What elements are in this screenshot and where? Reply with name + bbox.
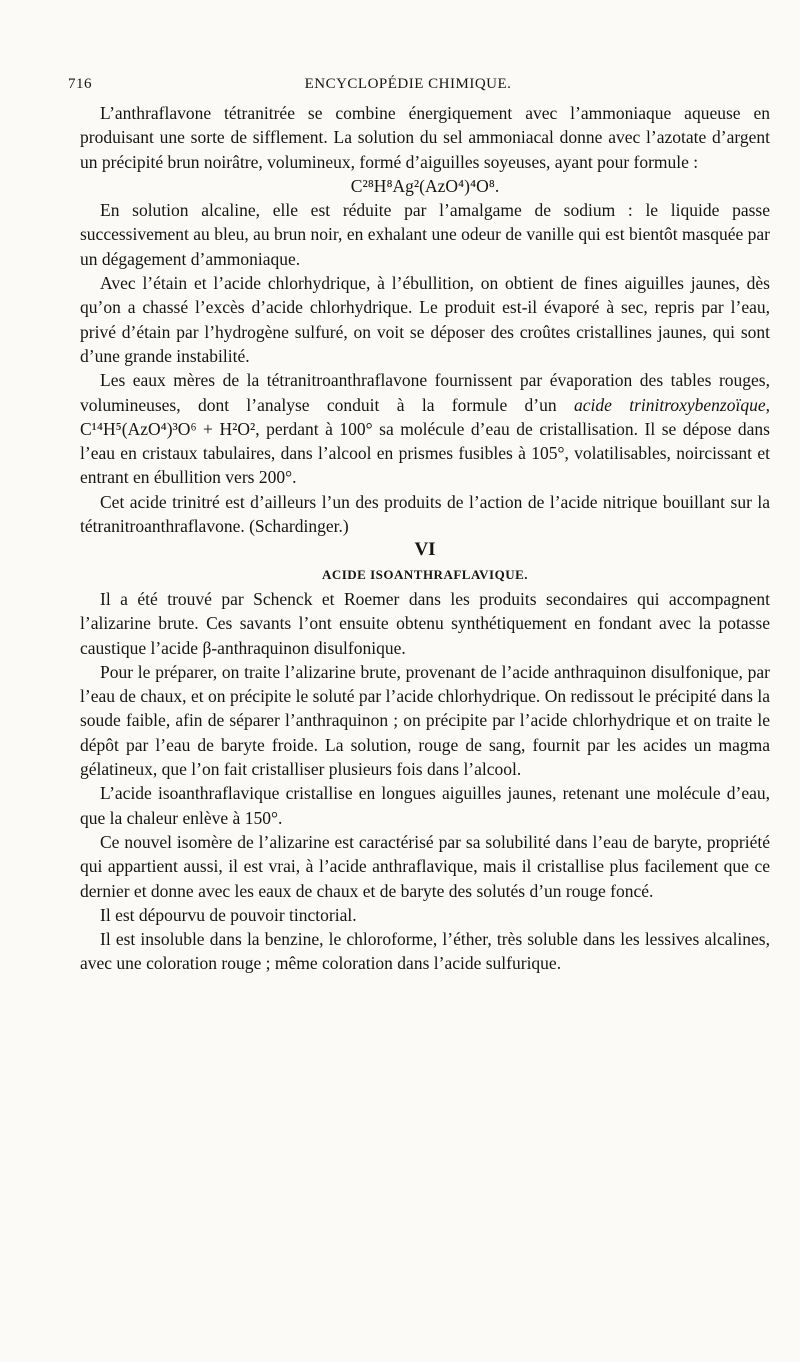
page-number: 716 bbox=[68, 76, 92, 92]
page-header bbox=[68, 76, 748, 98]
section-number: VI bbox=[414, 539, 436, 561]
paragraph: Pour le préparer, on traite l’alizarine brute, provenant de l’acide anthraquinon disulfonique, par l’eau de chaux, et on précipite le soluté par l’acide chlorhydrique. On redissout le précipité dans la soude faible, afin de séparer l’anthraquinon ; on précipite par l’acide chlorhydrique et on traite le dépôt par l’eau de baryte froide. La solution, rouge de sang, fournit par les acides un magma gélatineux, que l’on fait cristalliser plusieurs fois dans l’alcool. bbox=[80, 661, 770, 780]
paragraph: Il est dépourvu de pouvoir tinctorial. bbox=[100, 904, 357, 925]
paragraph: L’anthraflavone tétranitrée se combine énergiquement avec l’ammoniaque aqueuse en produisant une sorte de sifflement. La solution du sel ammoniacal donne avec l’azotate d’argent un précipité brun noirâtre, volumineux, formé d’aiguilles soyeuses, ayant pour formule : bbox=[80, 103, 770, 172]
paragraph: En solution alcaline, elle est réduite par l’amalgame de sodium : le liquide passe successivement au bleu, au brun noir, en exhalant une odeur de vanille qui est bientôt masquée par un dégagement d’ammoniaque. bbox=[80, 200, 770, 269]
paragraph: Cet acide trinitré est d’ailleurs l’un des produits de l’action de l’acide nitrique bouillant sur la tétranitroanthraflavone. (Schardinger.) bbox=[80, 491, 770, 537]
compound-name: acide trinitroxybenzoïque bbox=[573, 394, 766, 415]
formula: C²⁸H⁸Ag²(AzO⁴)⁴O⁸. bbox=[350, 175, 500, 196]
page-body bbox=[80, 101, 770, 976]
running-title: ENCYCLOPÉDIE CHIMIQUE. bbox=[304, 76, 512, 92]
section-title: ACIDE ISOANTHRAFLAVIQUE. bbox=[321, 566, 529, 582]
paragraph-text: Les eaux mères de la tétranitroanthraflavone fournissent par évaporation des tables rouges, volumineuses, dont l’analyse conduit à la formule d’un bbox=[80, 370, 770, 415]
paragraph: Il a été trouvé par Schenck et Roemer dans les produits secondaires qui accompagnent l’alizarine brute. Ces savants l’ont ensuite obtenu synthétiquement en fondant avec la potasse caustique l’acide β-anthraquinon disulfonique. bbox=[80, 588, 770, 658]
paragraph: Il est insoluble dans la benzine, le chloroforme, l’éther, très soluble dans les lessives alcalines, avec une coloration rouge ; même coloration dans l’acide sulfurique. bbox=[80, 929, 770, 974]
paragraph-text: , C¹⁴H⁵(AzO⁴)³O⁶ + H²O², perdant à 100° sa molécule d’eau de cristallisation. Il se dépose dans l’eau en cristaux tabulaires, dans l’alcool en prismes fusibles à 105°, volatilisables, noircissant et entrant en ébullition vers 200°. bbox=[80, 394, 770, 488]
paragraph: L’acide isoanthraflavique cristallise en longues aiguilles jaunes, retenant une molécule d’eau, que la chaleur enlève à 150°. bbox=[80, 783, 770, 828]
paragraph bbox=[80, 368, 770, 489]
paragraph: Avec l’étain et l’acide chlorhydrique, à l’ébullition, on obtient de fines aiguilles jaunes, dès qu’on a chassé l’excès d’acide chlorhydrique. Le produit est-il évaporé à sec, repris par l’eau, privé d’étain par l’hydrogène sulfuré, on voit se déposer des croûtes cristallines jaunes, qui sont d’une grande instabilité. bbox=[80, 273, 770, 366]
paragraph: Ce nouvel isomère de l’alizarine est caractérisé par sa solubilité dans l’eau de baryte, propriété qui appartient aussi, il est vrai, à l’acide anthraflavique, mais il cristallise plus facilement que ce dernier et donne avec les eaux de chaux et de baryte des solutés d’un rouge foncé. bbox=[80, 831, 770, 901]
